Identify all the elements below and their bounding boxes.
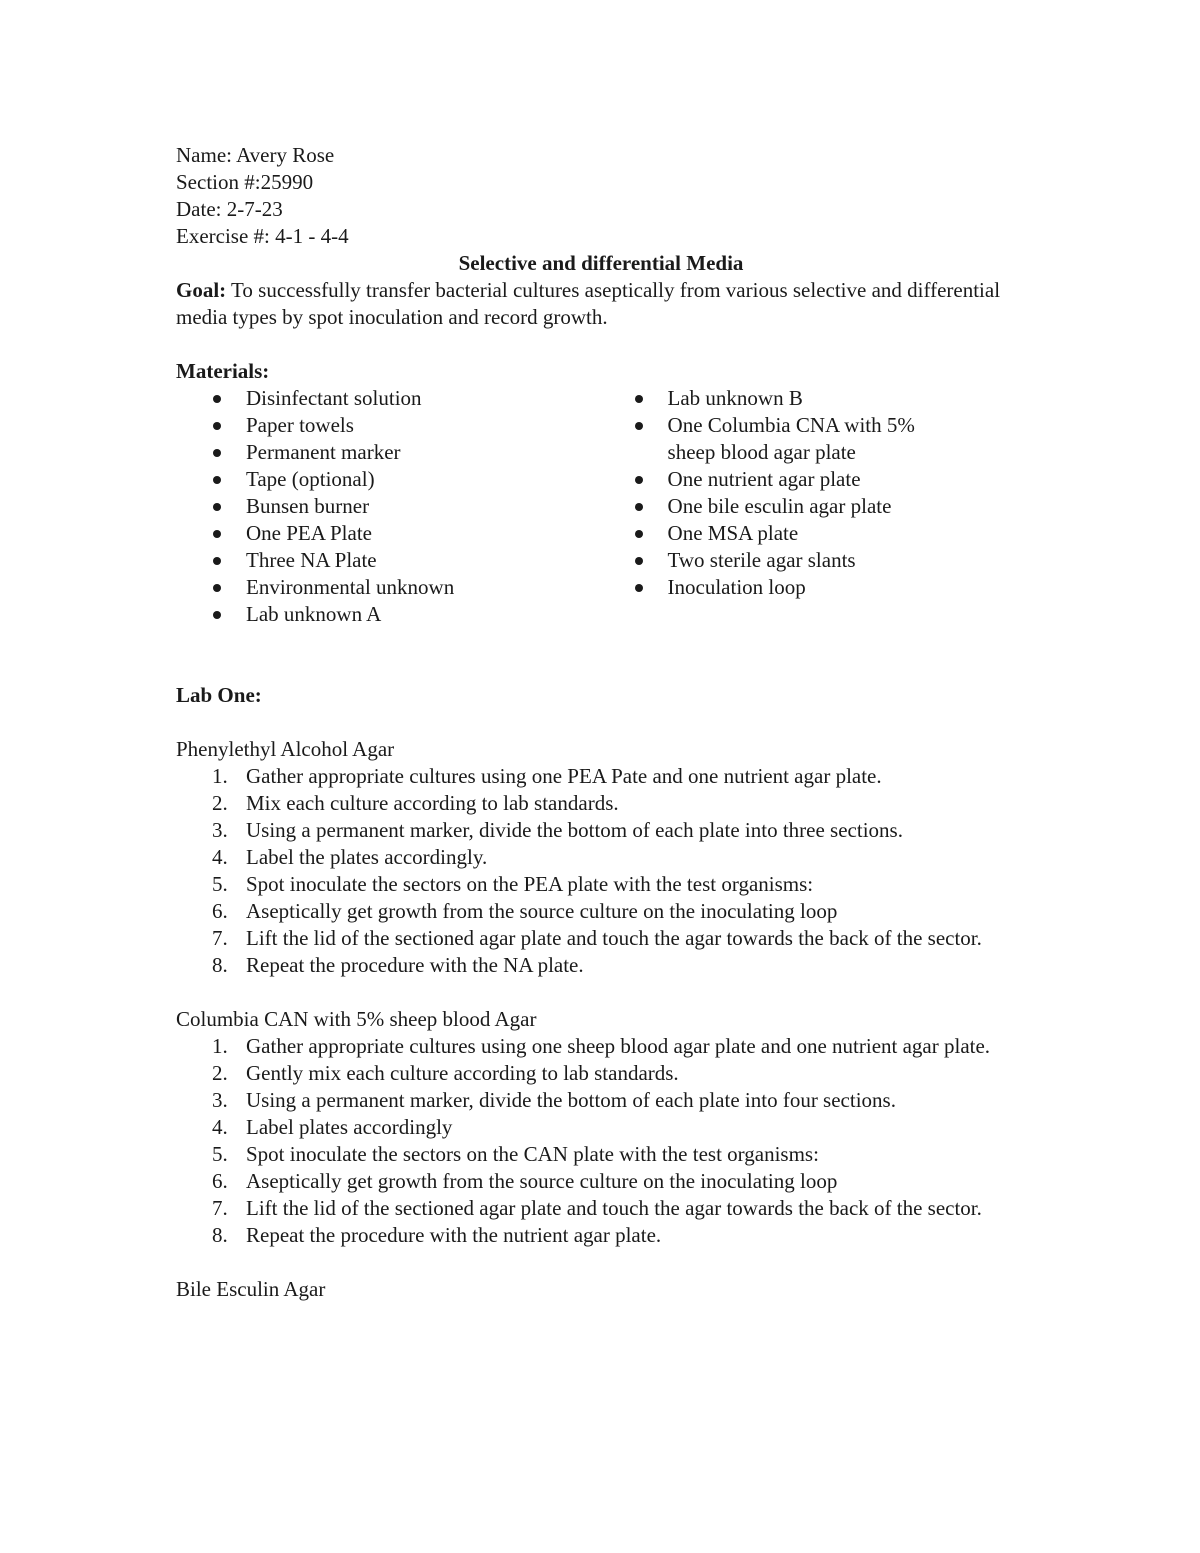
spacer — [176, 331, 1036, 358]
material-item: Environmental unknown — [176, 574, 598, 601]
list-item — [176, 763, 1046, 790]
goal-paragraph — [176, 277, 1036, 331]
step-number: 4. — [212, 845, 228, 869]
material-item: One PEA Plate — [176, 520, 598, 547]
pea-steps — [176, 763, 1036, 979]
step-text: Repeat the procedure with the NA plate. — [246, 953, 584, 977]
step-text: Lift the lid of the sectioned agar plate and touch the agar towards the back of the sector. — [246, 926, 982, 950]
list-item — [176, 844, 1046, 871]
step-text: Label plates accordingly — [246, 1115, 453, 1139]
student-name: Name: Avery Rose — [176, 143, 335, 167]
step-number: 6. — [212, 899, 228, 923]
material-item: Three NA Plate — [176, 547, 598, 574]
step-text: Gather appropriate cultures using one sheep blood agar plate and one nutrient agar plate. — [246, 1034, 991, 1058]
step-text: Lift the lid of the sectioned agar plate and touch the agar towards the back of the sector. — [246, 1196, 982, 1220]
step-text: Using a permanent marker, divide the bottom of each plate into four sections. — [246, 1088, 896, 1112]
list-item — [176, 817, 1046, 844]
step-text: Spot inoculate the sectors on the PEA plate with the test organisms: — [246, 872, 814, 896]
step-number: 8. — [212, 953, 228, 977]
spacer — [176, 1249, 1036, 1276]
spacer — [176, 628, 1036, 655]
date: Date: 2-7-23 — [176, 197, 283, 221]
document-title: Selective and differential Media — [458, 251, 744, 275]
step-number: 3. — [212, 1088, 228, 1112]
step-number: 6. — [212, 1169, 228, 1193]
list-item — [176, 1114, 1046, 1141]
goal-label: Goal: — [176, 278, 227, 302]
material-item: Lab unknown A — [176, 601, 598, 628]
material-item: Bunsen burner — [176, 493, 598, 520]
materials-heading: Materials: — [176, 359, 270, 383]
list-item — [176, 1168, 1046, 1195]
step-number: 2. — [212, 791, 228, 815]
spacer — [176, 709, 1036, 736]
spacer — [176, 655, 1036, 682]
step-number: 4. — [212, 1115, 228, 1139]
list-item — [176, 790, 1046, 817]
material-item: One MSA plate — [598, 520, 1036, 547]
lab-one-heading: Lab One: — [176, 683, 262, 707]
materials-column-left — [176, 385, 598, 628]
step-number: 5. — [212, 872, 228, 896]
list-item — [176, 1033, 1046, 1060]
list-item — [176, 952, 1046, 979]
can-title: Columbia CAN with 5% sheep blood Agar — [176, 1007, 537, 1031]
step-text: Gently mix each culture according to lab standards. — [246, 1061, 679, 1085]
step-text: Aseptically get growth from the source culture on the inoculating loop — [246, 899, 838, 923]
list-item — [176, 1141, 1046, 1168]
section-number: Section #:25990 — [176, 170, 314, 194]
step-text: Using a permanent marker, divide the bottom of each plate into three sections. — [246, 818, 903, 842]
material-item: Lab unknown B — [598, 385, 1036, 412]
list-item — [176, 1195, 1046, 1222]
exercise-number: Exercise #: 4-1 - 4-4 — [176, 224, 349, 248]
step-number: 3. — [212, 818, 228, 842]
list-item — [176, 1087, 1046, 1114]
materials-list — [176, 385, 1036, 628]
step-text: Label the plates accordingly. — [246, 845, 488, 869]
step-text: Mix each culture according to lab standards. — [246, 791, 619, 815]
step-text: Spot inoculate the sectors on the CAN plate with the test organisms: — [246, 1142, 819, 1166]
material-item: One bile esculin agar plate — [598, 493, 1036, 520]
step-number: 7. — [212, 1196, 228, 1220]
step-text: Gather appropriate cultures using one PEA Pate and one nutrient agar plate. — [246, 764, 882, 788]
can-steps — [176, 1033, 1036, 1249]
material-item: Disinfectant solution — [176, 385, 598, 412]
material-item: Permanent marker — [176, 439, 598, 466]
material-item: One Columbia CNA with 5% sheep blood agar plate — [598, 412, 928, 466]
step-text: Repeat the procedure with the nutrient agar plate. — [246, 1223, 662, 1247]
step-number: 1. — [212, 764, 228, 788]
step-number: 7. — [212, 926, 228, 950]
pea-title: Phenylethyl Alcohol Agar — [176, 737, 395, 761]
materials-column-right — [598, 385, 1036, 628]
material-item: Two sterile agar slants — [598, 547, 1036, 574]
goal-text: To successfully transfer bacterial cultures aseptically from various selective and differential media types by spot inoculation and record growth. — [176, 278, 1001, 329]
document-content — [176, 142, 1036, 1303]
list-item — [176, 1222, 1046, 1249]
step-number: 2. — [212, 1061, 228, 1085]
step-text: Aseptically get growth from the source culture on the inoculating loop — [246, 1169, 838, 1193]
step-number: 1. — [212, 1034, 228, 1058]
step-number: 5. — [212, 1142, 228, 1166]
list-item — [176, 871, 1046, 898]
material-item: Inoculation loop — [598, 574, 1036, 601]
list-item — [176, 898, 1046, 925]
material-item: One nutrient agar plate — [598, 466, 1036, 493]
material-item: Paper towels — [176, 412, 598, 439]
step-number: 8. — [212, 1223, 228, 1247]
list-item — [176, 1060, 1046, 1087]
bile-title: Bile Esculin Agar — [176, 1277, 326, 1301]
material-item: Tape (optional) — [176, 466, 598, 493]
list-item — [176, 925, 1046, 952]
spacer — [176, 979, 1036, 1006]
